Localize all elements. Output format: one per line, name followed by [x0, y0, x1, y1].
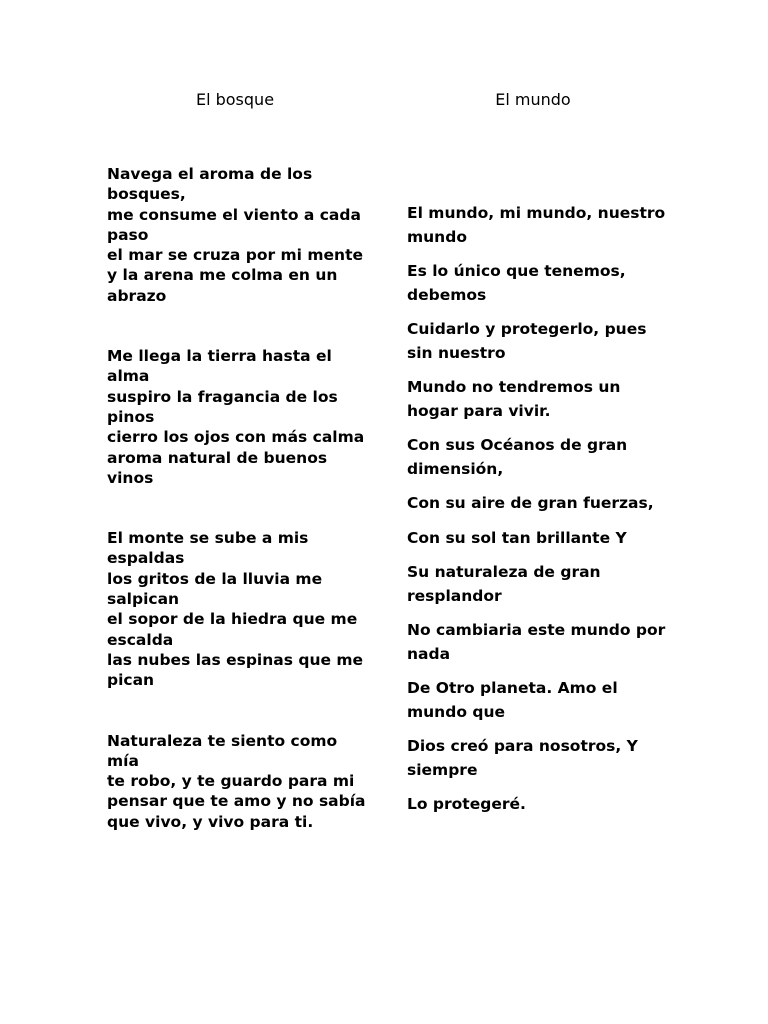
- poem-paragraph: Con su aire de gran fuerzas,: [407, 494, 654, 512]
- verse-line: me consume el viento a cada: [107, 205, 361, 224]
- verse-line: Me llega la tierra hasta el: [107, 347, 332, 366]
- verse-line: suspiro la fragancia de los: [107, 387, 338, 406]
- poem-paragraph: De Otro planeta. Amo el mundo que: [407, 679, 618, 721]
- poem-paragraph: Lo protegeré.: [407, 795, 526, 813]
- poem-paragraph: Su naturaleza de gran resplandor: [407, 563, 601, 605]
- verse-line: el mar se cruza por mi mente: [107, 246, 364, 265]
- verse-line: salpican: [107, 590, 180, 609]
- stanza-2: [107, 346, 369, 488]
- verse-line: Naturaleza te siento como: [107, 731, 338, 750]
- verse-line: cierro los ojos con más calma: [107, 428, 365, 447]
- verse-line: Navega el aroma de los: [107, 165, 313, 183]
- poem-paragraph: Con sus Océanos de gran dimensión,: [407, 436, 628, 478]
- stanza-4: [107, 731, 369, 832]
- verse-line: pinos: [107, 407, 155, 426]
- verse-line: pican: [107, 671, 155, 690]
- poem-el-bosque: [107, 164, 369, 872]
- stanza-3: [107, 528, 369, 690]
- poem-paragraph: Mundo no tendremos un hogar para vivir.: [407, 378, 621, 420]
- verse-line: bosques,: [107, 185, 186, 204]
- verse-line: espaldas: [107, 549, 185, 568]
- poem-paragraph: El mundo, mi mundo, nuestro mundo: [407, 204, 666, 246]
- verse-line: y la arena me colma en un: [107, 266, 338, 285]
- poem-paragraph: Con su sol tan brillante Y: [407, 528, 627, 547]
- verse-line: escalda: [107, 630, 174, 649]
- stanza-1: [107, 164, 369, 306]
- verse-line: las nubes las espinas que me: [107, 650, 364, 669]
- poem-paragraph: Cuidarlo y protegerlo, pues sin nuestro: [407, 320, 647, 362]
- poem-title-el-bosque: El bosque: [195, 90, 275, 109]
- poem-title-el-mundo: El mundo: [495, 90, 571, 109]
- poem-paragraph: Dios creó para nosotros, Y siempre: [407, 737, 638, 779]
- verse-line: mía: [107, 751, 139, 770]
- verse-line: te robo, y te guardo para mi: [107, 772, 355, 791]
- verse-line: aroma natural de buenos: [107, 448, 328, 467]
- poem-el-mundo: [407, 202, 669, 828]
- poem-paragraph: Es lo único que tenemos, debemos: [407, 262, 626, 304]
- verse-line: El monte se sube a mis: [107, 529, 309, 548]
- poem-paragraph: No cambiaria este mundo por nada: [407, 621, 666, 663]
- verse-line: abrazo: [107, 286, 167, 305]
- verse-line: vinos: [107, 468, 154, 487]
- verse-line: paso: [107, 225, 149, 244]
- verse-line: alma: [107, 367, 150, 386]
- verse-line: pensar que te amo y no sabía: [107, 792, 366, 811]
- verse-line: los gritos de la lluvia me: [107, 569, 323, 588]
- verse-line: el sopor de la hiedra que me: [107, 610, 358, 629]
- verse-line: que vivo, y vivo para ti.: [107, 812, 314, 831]
